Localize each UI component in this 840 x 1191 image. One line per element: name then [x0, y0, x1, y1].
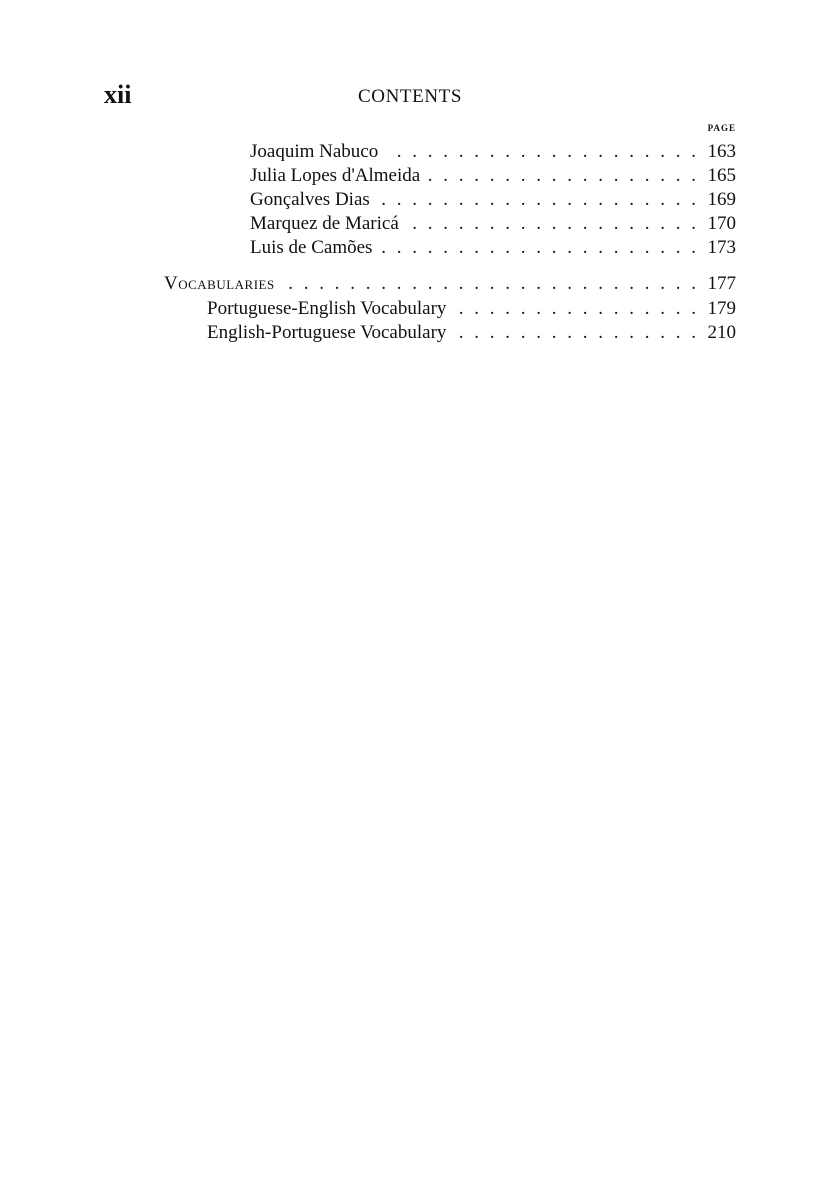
toc-entry-page: 170: [707, 213, 736, 234]
toc-entry-page: 177: [707, 273, 736, 294]
toc-dot-leader: [283, 272, 696, 296]
toc-entry: [250, 164, 736, 188]
page-number: xii: [104, 80, 132, 109]
toc-entry: [250, 236, 736, 260]
toc-entry-title: Luis de Camões: [250, 237, 373, 258]
toc-entry-page: 169: [707, 189, 736, 210]
toc-entry: [207, 297, 736, 321]
toc-entry-page: 163: [707, 141, 736, 162]
toc-dot-leader: [380, 236, 696, 260]
toc-entry-title: Portuguese-English Vocabulary: [207, 298, 447, 319]
toc-entry-page: 179: [707, 298, 736, 319]
toc-section-entry: [164, 272, 736, 296]
toc-section-title: Vocabularies: [164, 273, 275, 294]
toc-entry: [250, 188, 736, 212]
toc-entry: [250, 140, 736, 164]
toc-dot-leader: [407, 212, 696, 236]
toc-entry-title: English-Portuguese Vocabulary: [207, 322, 447, 343]
toc-entry-title: Julia Lopes d'Almeida: [250, 165, 421, 186]
page-column-label: PAGE: [707, 123, 736, 133]
toc-dot-leader: [428, 164, 696, 188]
toc-entry: [250, 212, 736, 236]
toc-entry-title: Gonçalves Dias: [250, 189, 370, 210]
toc-dot-leader: [386, 140, 696, 164]
toc-dot-leader: [454, 321, 696, 345]
toc-entry-title: Marquez de Maricá: [250, 213, 399, 234]
toc-entry: [207, 321, 736, 345]
running-head: CONTENTS: [358, 86, 463, 107]
toc-entry-title: Joaquim Nabuco: [250, 141, 379, 162]
toc-dot-leader: [378, 188, 696, 212]
toc-entry-page: 210: [707, 322, 736, 343]
toc-entry-page: 173: [707, 237, 736, 258]
toc-dot-leader: [454, 297, 696, 321]
toc-entry-page: 165: [707, 165, 736, 186]
